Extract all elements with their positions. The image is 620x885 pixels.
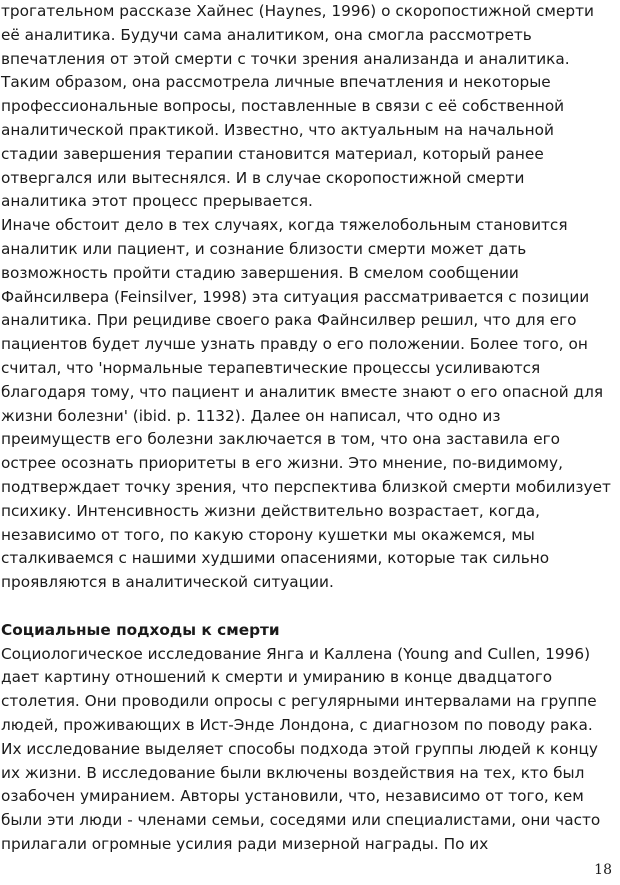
text-line: проявляются в аналитической ситуации. [1, 573, 334, 592]
paragraph-spacer [1, 595, 619, 619]
text-line: впечатления от этой смерти с точки зрения анализанда и аналитика. [1, 49, 570, 68]
text-line: аналитической практикой. Известно, что актуальным на начальной [1, 120, 554, 139]
text-line: дает картину отношений к смерти и умиранию в конце двадцатого [1, 668, 553, 687]
text-line: людей, проживающих в Ист-Энде Лондона, с диагнозом по поводу рака. [1, 715, 593, 734]
text-line: трогательном рассказе Хайнес (Haynes, 1996) о скоропостижной смерти [1, 2, 594, 20]
paragraph-3 [1, 643, 619, 857]
text-line: жизни болезни' (ibid. p. 1132). Далее он написал, что одно из [1, 406, 501, 425]
text-line: отвергался или вытеснялся. И в случае скоропостижной смерти [1, 168, 525, 187]
page-number: 18 [594, 862, 612, 878]
text-line: аналитик или пациент, и сознание близости смерти может дать [1, 239, 527, 258]
text-line: подтверждает точку зрения, что перспектива близкой смерти мобилизует [1, 477, 611, 496]
text-line: были эти люди - членами семьи, соседями или специалистами, они часто [1, 811, 601, 830]
text-line: её аналитика. Будучи сама аналитиком, она смогла рассмотреть [1, 25, 532, 44]
paragraph-2 [1, 214, 619, 595]
section-heading: Социальные подходы к смерти [1, 620, 280, 639]
text-line: возможность пройти стадию завершения. В смелом сообщении [1, 263, 519, 282]
text-line: столетия. Они проводили опросы с регулярными интервалами на группе [1, 692, 597, 711]
text-line: озабочен умиранием. Авторы установили, что, независимо от того, кем [1, 787, 584, 806]
text-line: острее осознать приоритеты в его жизни. Это мнение, по-видимому, [1, 454, 563, 473]
text-line: Их исследование выделяет способы подхода этой группы людей к концу [1, 739, 598, 758]
text-line: их жизни. В исследование были включены воздействия на тех, кто был [1, 763, 585, 782]
text-line: аналитика этот процесс прерывается. [1, 192, 313, 211]
text-line: стадии завершения терапии становится материал, который ранее [1, 144, 544, 163]
text-line: профессиональные вопросы, поставленные в связи с её собственной [1, 97, 565, 116]
text-line: пациентов будет лучше узнать правду о его положении. Более того, он [1, 335, 588, 354]
text-line: преимуществ его болезни заключается в том, что она заставила его [1, 430, 561, 449]
body-text [1, 0, 619, 857]
text-line: благодаря тому, что пациент и аналитик вместе знают о его опасной для [1, 382, 604, 401]
text-line: сталкиваемся с нашими худшими опасениями, которые так сильно [1, 549, 550, 568]
text-line: аналитика. При рецидиве своего рака Файнсилвер решил, что для его [1, 311, 577, 330]
text-line: прилагали огромные усилия ради мизерной награды. По их [1, 834, 489, 853]
text-line: Файнсилвера (Feinsilver, 1998) эта ситуация рассматривается с позиции [1, 287, 590, 306]
paragraph-1 [1, 0, 619, 214]
text-line: Социологическое исследование Янга и Каллена (Young and Cullen, 1996) [1, 644, 591, 663]
text-line: психику. Интенсивность жизни действительно возрастает, когда, [1, 501, 541, 520]
text-line: независимо от того, по какую сторону кушетки мы окажемся, мы [1, 525, 535, 544]
text-line: считал, что 'нормальные терапевтические процессы усиливаются [1, 358, 541, 377]
text-line: Иначе обстоит дело в тех случаях, когда тяжелобольным становится [1, 216, 568, 235]
text-line: Таким образом, она рассмотрела личные впечатления и некоторые [1, 73, 551, 92]
